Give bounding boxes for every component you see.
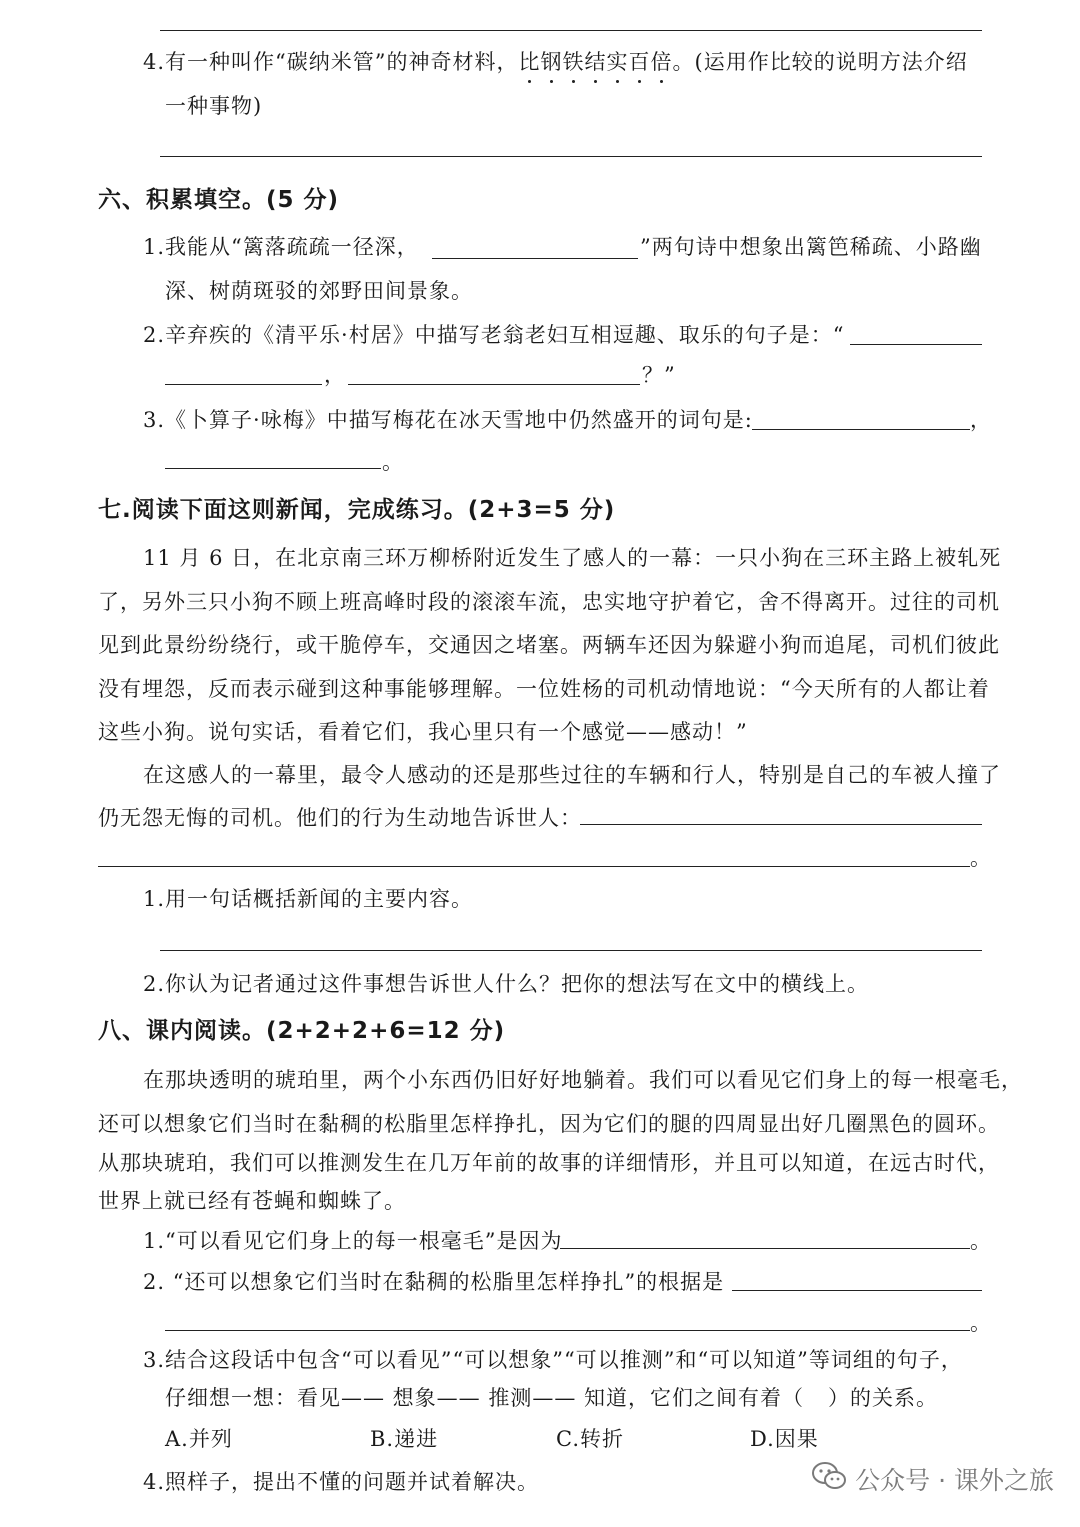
option-c[interactable]: C.转折 <box>556 1427 624 1451</box>
s7-inline-end: 。 <box>970 846 992 870</box>
s8-q2-blank-1[interactable] <box>732 1290 982 1291</box>
s7-inline-blank-2[interactable] <box>98 866 970 867</box>
s5-q4-line1: 4.有一种叫作“碳纳米管”的神奇材料，比钢铁结实百倍。(运用作比较的说明方法介绍 <box>143 47 968 77</box>
s6-q3-a: 3.《卜算子·咏梅》中描写梅花在冰天雪地中仍然盛开的词句是: <box>143 408 753 432</box>
s8-q3-c: ）的关系。 <box>828 1386 938 1410</box>
option-b[interactable]: B.递进 <box>370 1427 439 1451</box>
s8-q1-end: 。 <box>970 1229 992 1253</box>
news-paragraph2-line2: 仍无怨无悔的司机。他们的行为生动地告诉世人： <box>98 806 582 830</box>
amber-paragraph-line: 还可以想象它们当时在黏稠的松脂里怎样挣扎，因为它们的腿的四周显出好几圈黑色的圆环。 <box>98 1112 1000 1136</box>
s8-q3-b: 仔细想一想：看见—— 想象—— 推测—— 知道，它们之间有着（ <box>165 1386 805 1410</box>
s6-q2-blank-3[interactable] <box>348 384 640 385</box>
s8-q1: 1.“可以看见它们身上的每一根毫毛”是因为 <box>143 1229 563 1253</box>
answer-line-top[interactable] <box>160 30 982 31</box>
s6-q3-comma: ， <box>970 408 992 432</box>
watermark-text: 公众号 · 课外之旅 <box>855 1466 1054 1495</box>
s6-q2-a: 2.辛弃疾的《清平乐·村居》中描写老翁老妇互相逗趣、取乐的句子是：“ <box>143 323 845 347</box>
s6-q1-a: 1.我能从“篱落疏疏一径深， <box>143 235 419 259</box>
s7-q2: 2.你认为记者通过这件事想告诉世人什么？把你的想法写在文中的横线上。 <box>143 972 870 996</box>
s6-q1-blank[interactable] <box>432 258 638 259</box>
s8-q2-end: 。 <box>970 1311 992 1335</box>
s8-q2: 2. “还可以想象它们当时在黏稠的松脂里怎样挣扎”的根据是 <box>143 1270 725 1294</box>
s5-q4-line2: 一种事物) <box>165 94 263 118</box>
emphasis-dotted: 比钢铁结实百倍 <box>519 50 673 74</box>
s6-q1-b: ”两句诗中想象出篱笆稀疏、小路幽 <box>640 235 982 259</box>
s8-q3-a: 3.结合这段话中包含“可以看见”“可以想象”“可以推测”和“可以知道”等词组的句子， <box>143 1348 963 1372</box>
s6-q1-c: 深、树荫斑驳的郊野田间景象。 <box>165 279 473 303</box>
s8-q2-blank-2[interactable] <box>165 1330 970 1331</box>
wechat-icon <box>811 1461 847 1497</box>
s6-q3-blank-1[interactable] <box>752 429 970 430</box>
news-paragraph-line: 见到此景纷纷绕行，或干脆停车，交通因之堵塞。两辆车还因为躲避小狗而追尾，司机们彼此 <box>98 633 1000 657</box>
news-paragraph2-line1: 在这感人的一幕里，最令人感动的还是那些过往的车辆和行人，特别是自己的车被人撞了 <box>143 763 1001 787</box>
s6-q3-end: 。 <box>382 450 404 474</box>
section6-heading: 六、积累填空。(5 分) <box>98 187 340 213</box>
news-paragraph-line: 没有埋怨，反而表示碰到这种事能够理解。一位姓杨的司机动情地说：“今天所有的人都让着 <box>98 677 990 701</box>
s6-q3-blank-2[interactable] <box>165 468 381 469</box>
watermark <box>811 1461 1054 1497</box>
option-d[interactable]: D.因果 <box>750 1427 819 1451</box>
news-paragraph-line: 了，另外三只小狗不顾上班高峰时段的滚滚车流，忠实地守护着它，舍不得离开。过往的司机 <box>98 590 1000 614</box>
amber-paragraph-line: 在那块透明的琥珀里，两个小东西仍旧好好地躺着。我们可以看见它们身上的每一根毫毛， <box>143 1068 1023 1092</box>
amber-paragraph-line: 从那块琥珀，我们可以推测发生在几万年前的故事的详细情形，并且可以知道，在远古时代， <box>98 1151 1000 1175</box>
news-paragraph-line: 11 月 6 日，在北京南三环万柳桥附近发生了感人的一幕：一只小狗在三环主路上被轧死 <box>143 546 1002 570</box>
section8-heading: 八、课内阅读。(2+2+2+6=12 分) <box>98 1018 506 1044</box>
s6-q2-end: ？” <box>642 363 676 387</box>
s6-q2-blank-2[interactable] <box>165 384 322 385</box>
s7-q1: 1.用一句话概括新闻的主要内容。 <box>143 887 474 911</box>
s7-q1-answer-line[interactable] <box>160 950 982 951</box>
section7-heading: 七.阅读下面这则新闻，完成练习。(2+3=5 分) <box>98 497 616 523</box>
s8-q4: 4.照样子，提出不懂的问题并试着解决。 <box>143 1470 540 1494</box>
option-a[interactable]: A.并列 <box>165 1427 233 1451</box>
s6-q2-comma: ， <box>324 363 346 387</box>
news-paragraph-line: 这些小狗。说句实话，看着它们，我心里只有一个感觉——感动！” <box>98 720 748 744</box>
s8-q1-blank[interactable] <box>560 1248 970 1249</box>
amber-paragraph-line: 世界上就已经有苍蝇和蜘蛛了。 <box>98 1189 406 1213</box>
s7-inline-blank-1[interactable] <box>580 824 982 825</box>
s6-q2-blank-1[interactable] <box>850 344 982 345</box>
s5-q4-answer-line[interactable] <box>160 156 982 157</box>
